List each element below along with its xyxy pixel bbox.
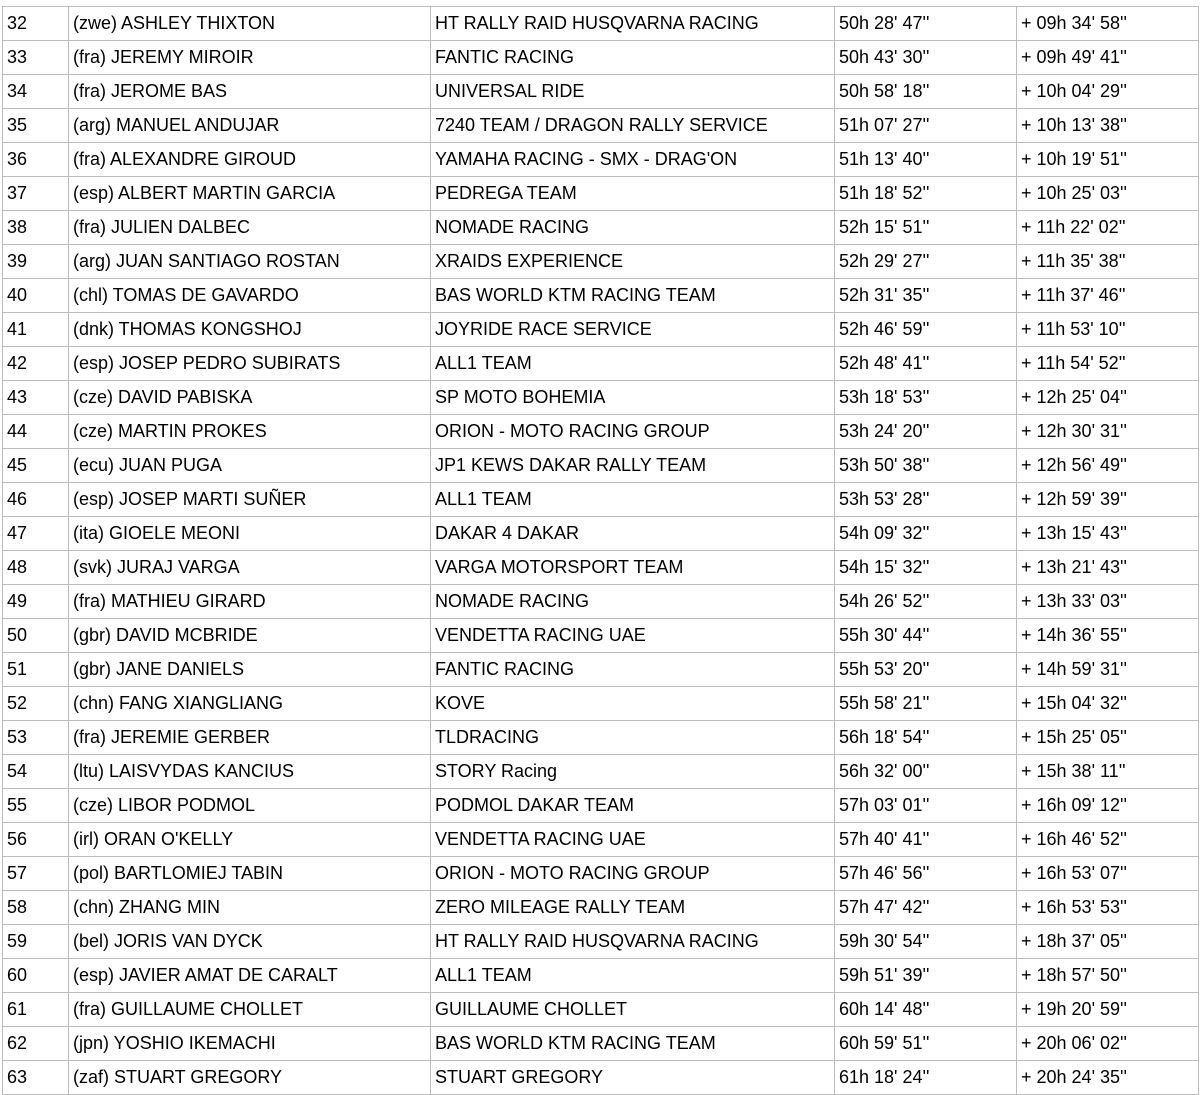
gap-cell: + 18h 37' 05'' [1017, 925, 1199, 959]
team-cell: ZERO MILEAGE RALLY TEAM [431, 891, 835, 925]
rider-cell: (cze) DAVID PABISKA [69, 381, 431, 415]
table-row [3, 211, 1199, 245]
time-cell: 54h 26' 52'' [835, 585, 1017, 619]
rider-cell: (esp) JOSEP PEDRO SUBIRATS [69, 347, 431, 381]
time-cell: 61h 18' 24'' [835, 1061, 1017, 1095]
time-cell: 51h 18' 52'' [835, 177, 1017, 211]
position-cell: 51 [3, 653, 69, 687]
rider-cell: (dnk) THOMAS KONGSHOJ [69, 313, 431, 347]
rider-cell: (cze) LIBOR PODMOL [69, 789, 431, 823]
rider-cell: (chl) TOMAS DE GAVARDO [69, 279, 431, 313]
table-row [3, 415, 1199, 449]
table-row [3, 41, 1199, 75]
position-cell: 53 [3, 721, 69, 755]
rider-cell: (gbr) DAVID MCBRIDE [69, 619, 431, 653]
gap-cell: + 12h 59' 39'' [1017, 483, 1199, 517]
rider-cell: (bel) JORIS VAN DYCK [69, 925, 431, 959]
gap-cell: + 11h 22' 02'' [1017, 211, 1199, 245]
rider-cell: (fra) ALEXANDRE GIROUD [69, 143, 431, 177]
team-cell: FANTIC RACING [431, 653, 835, 687]
rider-cell: (cze) MARTIN PROKES [69, 415, 431, 449]
gap-cell: + 16h 53' 07'' [1017, 857, 1199, 891]
time-cell: 52h 48' 41'' [835, 347, 1017, 381]
team-cell: JP1 KEWS DAKAR RALLY TEAM [431, 449, 835, 483]
time-cell: 53h 24' 20'' [835, 415, 1017, 449]
position-cell: 63 [3, 1061, 69, 1095]
position-cell: 50 [3, 619, 69, 653]
time-cell: 60h 59' 51'' [835, 1027, 1017, 1061]
table-row [3, 789, 1199, 823]
position-cell: 55 [3, 789, 69, 823]
time-cell: 51h 13' 40'' [835, 143, 1017, 177]
time-cell: 59h 51' 39'' [835, 959, 1017, 993]
time-cell: 59h 30' 54'' [835, 925, 1017, 959]
team-cell: ORION - MOTO RACING GROUP [431, 857, 835, 891]
team-cell: VENDETTA RACING UAE [431, 619, 835, 653]
time-cell: 52h 31' 35'' [835, 279, 1017, 313]
rider-cell: (fra) JEROME BAS [69, 75, 431, 109]
gap-cell: + 13h 33' 03'' [1017, 585, 1199, 619]
team-cell: PEDREGA TEAM [431, 177, 835, 211]
position-cell: 62 [3, 1027, 69, 1061]
team-cell: YAMAHA RACING - SMX - DRAG'ON [431, 143, 835, 177]
time-cell: 52h 15' 51'' [835, 211, 1017, 245]
table-row [3, 483, 1199, 517]
rider-cell: (fra) GUILLAUME CHOLLET [69, 993, 431, 1027]
gap-cell: + 11h 35' 38'' [1017, 245, 1199, 279]
table-row [3, 381, 1199, 415]
position-cell: 32 [3, 7, 69, 41]
time-cell: 54h 09' 32'' [835, 517, 1017, 551]
team-cell: GUILLAUME CHOLLET [431, 993, 835, 1027]
time-cell: 53h 50' 38'' [835, 449, 1017, 483]
time-cell: 57h 40' 41'' [835, 823, 1017, 857]
time-cell: 53h 53' 28'' [835, 483, 1017, 517]
gap-cell: + 10h 04' 29'' [1017, 75, 1199, 109]
gap-cell: + 20h 06' 02'' [1017, 1027, 1199, 1061]
gap-cell: + 13h 21' 43'' [1017, 551, 1199, 585]
gap-cell: + 11h 53' 10'' [1017, 313, 1199, 347]
table-row [3, 347, 1199, 381]
rider-cell: (arg) JUAN SANTIAGO ROSTAN [69, 245, 431, 279]
gap-cell: + 16h 09' 12'' [1017, 789, 1199, 823]
table-row [3, 619, 1199, 653]
table-row [3, 721, 1199, 755]
gap-cell: + 15h 38' 11'' [1017, 755, 1199, 789]
position-cell: 48 [3, 551, 69, 585]
position-cell: 36 [3, 143, 69, 177]
table-row [3, 687, 1199, 721]
position-cell: 58 [3, 891, 69, 925]
rider-cell: (ecu) JUAN PUGA [69, 449, 431, 483]
table-row [3, 653, 1199, 687]
time-cell: 57h 47' 42'' [835, 891, 1017, 925]
time-cell: 50h 43' 30'' [835, 41, 1017, 75]
team-cell: ALL1 TEAM [431, 347, 835, 381]
gap-cell: + 19h 20' 59'' [1017, 993, 1199, 1027]
table-row [3, 891, 1199, 925]
table-row [3, 1061, 1199, 1095]
team-cell: BAS WORLD KTM RACING TEAM [431, 1027, 835, 1061]
team-cell: DAKAR 4 DAKAR [431, 517, 835, 551]
rider-cell: (ita) GIOELE MEONI [69, 517, 431, 551]
position-cell: 35 [3, 109, 69, 143]
gap-cell: + 16h 53' 53'' [1017, 891, 1199, 925]
gap-cell: + 14h 36' 55'' [1017, 619, 1199, 653]
table-row [3, 585, 1199, 619]
position-cell: 46 [3, 483, 69, 517]
team-cell: ALL1 TEAM [431, 483, 835, 517]
gap-cell: + 10h 13' 38'' [1017, 109, 1199, 143]
table-row [3, 75, 1199, 109]
team-cell: STORY Racing [431, 755, 835, 789]
gap-cell: + 12h 56' 49'' [1017, 449, 1199, 483]
position-cell: 59 [3, 925, 69, 959]
rider-cell: (jpn) YOSHIO IKEMACHI [69, 1027, 431, 1061]
team-cell: 7240 TEAM / DRAGON RALLY SERVICE [431, 109, 835, 143]
table-row [3, 857, 1199, 891]
table-row [3, 449, 1199, 483]
team-cell: SP MOTO BOHEMIA [431, 381, 835, 415]
team-cell: ORION - MOTO RACING GROUP [431, 415, 835, 449]
time-cell: 57h 46' 56'' [835, 857, 1017, 891]
table-row [3, 1027, 1199, 1061]
time-cell: 56h 18' 54'' [835, 721, 1017, 755]
team-cell: JOYRIDE RACE SERVICE [431, 313, 835, 347]
results-body [3, 7, 1199, 1095]
table-row [3, 313, 1199, 347]
position-cell: 56 [3, 823, 69, 857]
position-cell: 57 [3, 857, 69, 891]
rider-cell: (esp) JAVIER AMAT DE CARALT [69, 959, 431, 993]
time-cell: 51h 07' 27'' [835, 109, 1017, 143]
time-cell: 52h 29' 27'' [835, 245, 1017, 279]
position-cell: 52 [3, 687, 69, 721]
time-cell: 55h 58' 21'' [835, 687, 1017, 721]
position-cell: 54 [3, 755, 69, 789]
table-row [3, 177, 1199, 211]
gap-cell: + 20h 24' 35'' [1017, 1061, 1199, 1095]
position-cell: 47 [3, 517, 69, 551]
team-cell: UNIVERSAL RIDE [431, 75, 835, 109]
position-cell: 39 [3, 245, 69, 279]
rider-cell: (esp) ALBERT MARTIN GARCIA [69, 177, 431, 211]
table-row [3, 517, 1199, 551]
gap-cell: + 09h 49' 41'' [1017, 41, 1199, 75]
gap-cell: + 18h 57' 50'' [1017, 959, 1199, 993]
position-cell: 43 [3, 381, 69, 415]
team-cell: HT RALLY RAID HUSQVARNA RACING [431, 7, 835, 41]
gap-cell: + 12h 25' 04'' [1017, 381, 1199, 415]
table-row [3, 245, 1199, 279]
gap-cell: + 14h 59' 31'' [1017, 653, 1199, 687]
rider-cell: (irl) ORAN O'KELLY [69, 823, 431, 857]
team-cell: XRAIDS EXPERIENCE [431, 245, 835, 279]
gap-cell: + 15h 25' 05'' [1017, 721, 1199, 755]
gap-cell: + 13h 15' 43'' [1017, 517, 1199, 551]
team-cell: BAS WORLD KTM RACING TEAM [431, 279, 835, 313]
rider-cell: (fra) JULIEN DALBEC [69, 211, 431, 245]
table-row [3, 279, 1199, 313]
rider-cell: (gbr) JANE DANIELS [69, 653, 431, 687]
rider-cell: (pol) BARTLOMIEJ TABIN [69, 857, 431, 891]
rider-cell: (fra) JEREMIE GERBER [69, 721, 431, 755]
table-row [3, 823, 1199, 857]
position-cell: 42 [3, 347, 69, 381]
rider-cell: (zaf) STUART GREGORY [69, 1061, 431, 1095]
table-row [3, 925, 1199, 959]
table-row [3, 755, 1199, 789]
team-cell: HT RALLY RAID HUSQVARNA RACING [431, 925, 835, 959]
position-cell: 45 [3, 449, 69, 483]
team-cell: VENDETTA RACING UAE [431, 823, 835, 857]
gap-cell: + 10h 19' 51'' [1017, 143, 1199, 177]
gap-cell: + 09h 34' 58'' [1017, 7, 1199, 41]
gap-cell: + 15h 04' 32'' [1017, 687, 1199, 721]
time-cell: 57h 03' 01'' [835, 789, 1017, 823]
gap-cell: + 11h 37' 46'' [1017, 279, 1199, 313]
rider-cell: (chn) FANG XIANGLIANG [69, 687, 431, 721]
team-cell: NOMADE RACING [431, 585, 835, 619]
team-cell: VARGA MOTORSPORT TEAM [431, 551, 835, 585]
results-table [2, 6, 1199, 1095]
table-row [3, 109, 1199, 143]
rider-cell: (fra) JEREMY MIROIR [69, 41, 431, 75]
table-row [3, 551, 1199, 585]
time-cell: 50h 58' 18'' [835, 75, 1017, 109]
rider-cell: (svk) JURAJ VARGA [69, 551, 431, 585]
team-cell: NOMADE RACING [431, 211, 835, 245]
table-row [3, 959, 1199, 993]
time-cell: 55h 53' 20'' [835, 653, 1017, 687]
team-cell: STUART GREGORY [431, 1061, 835, 1095]
time-cell: 54h 15' 32'' [835, 551, 1017, 585]
gap-cell: + 12h 30' 31'' [1017, 415, 1199, 449]
team-cell: PODMOL DAKAR TEAM [431, 789, 835, 823]
table-row [3, 7, 1199, 41]
rider-cell: (esp) JOSEP MARTI SUÑER [69, 483, 431, 517]
position-cell: 38 [3, 211, 69, 245]
table-row [3, 143, 1199, 177]
time-cell: 56h 32' 00'' [835, 755, 1017, 789]
position-cell: 61 [3, 993, 69, 1027]
table-row [3, 993, 1199, 1027]
position-cell: 49 [3, 585, 69, 619]
time-cell: 50h 28' 47'' [835, 7, 1017, 41]
team-cell: ALL1 TEAM [431, 959, 835, 993]
position-cell: 40 [3, 279, 69, 313]
position-cell: 33 [3, 41, 69, 75]
position-cell: 41 [3, 313, 69, 347]
gap-cell: + 10h 25' 03'' [1017, 177, 1199, 211]
team-cell: FANTIC RACING [431, 41, 835, 75]
time-cell: 55h 30' 44'' [835, 619, 1017, 653]
position-cell: 34 [3, 75, 69, 109]
time-cell: 52h 46' 59'' [835, 313, 1017, 347]
gap-cell: + 16h 46' 52'' [1017, 823, 1199, 857]
rider-cell: (arg) MANUEL ANDUJAR [69, 109, 431, 143]
position-cell: 60 [3, 959, 69, 993]
position-cell: 44 [3, 415, 69, 449]
rider-cell: (fra) MATHIEU GIRARD [69, 585, 431, 619]
time-cell: 53h 18' 53'' [835, 381, 1017, 415]
rider-cell: (zwe) ASHLEY THIXTON [69, 7, 431, 41]
team-cell: TLDRACING [431, 721, 835, 755]
position-cell: 37 [3, 177, 69, 211]
gap-cell: + 11h 54' 52'' [1017, 347, 1199, 381]
team-cell: KOVE [431, 687, 835, 721]
time-cell: 60h 14' 48'' [835, 993, 1017, 1027]
rider-cell: (ltu) LAISVYDAS KANCIUS [69, 755, 431, 789]
rider-cell: (chn) ZHANG MIN [69, 891, 431, 925]
